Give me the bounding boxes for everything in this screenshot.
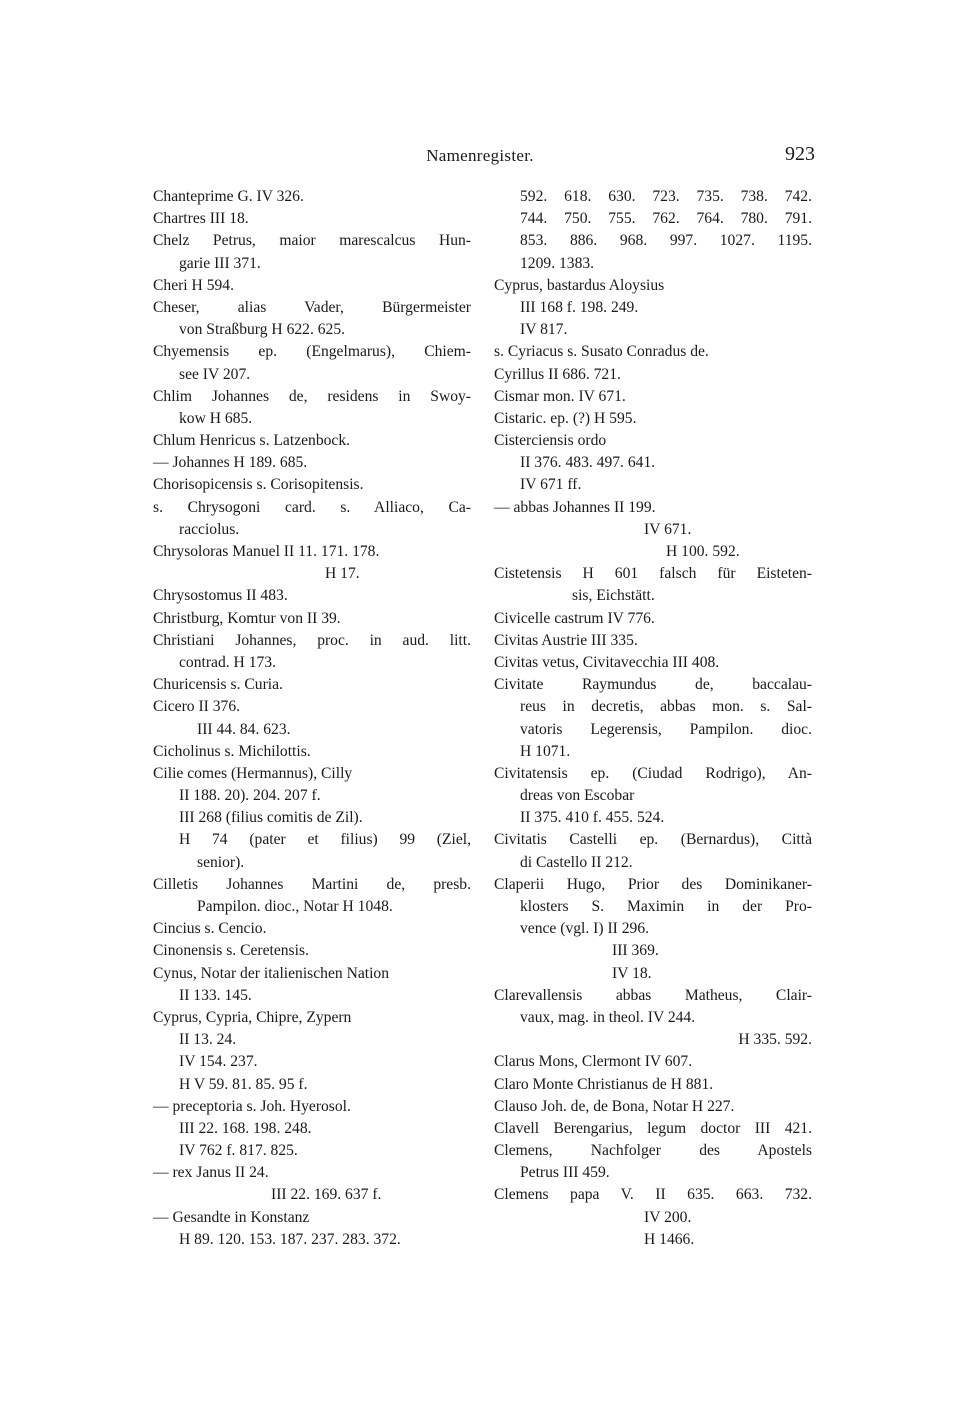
index-entry-line: 1209. 1383. bbox=[520, 254, 595, 272]
index-entry-line: s. Chrysogoni card. s. Alliaco, Ca- bbox=[153, 498, 471, 516]
index-entry-line: H 100. 592. bbox=[666, 543, 740, 560]
index-entry-line: II 375. 410 f. 455. 524. bbox=[520, 809, 665, 827]
index-entry-line: III 22. 169. 637 f. bbox=[271, 1186, 382, 1204]
index-entry-line: Chrysoloras Manuel II 11. 171. 178. bbox=[153, 543, 380, 560]
index-entry-line: dreas von Escobar bbox=[520, 787, 635, 805]
index-entry-line: Cincius s. Cencio. bbox=[153, 920, 267, 938]
index-entry-line: Cicholinus s. Michilottis. bbox=[153, 742, 311, 760]
index-entry-line: sis, Eichstätt. bbox=[572, 587, 655, 605]
index-entry-line: II 13. 24. bbox=[179, 1031, 237, 1049]
index-entry-line: Cilie comes (Hermannus), Cilly bbox=[153, 764, 353, 782]
index-entry-line: IV 18. bbox=[612, 964, 652, 982]
index-entry-line: vaux, mag. in theol. IV 244. bbox=[520, 1008, 696, 1026]
index-entry-line: Clarevallensis abbas Matheus, Clair- bbox=[494, 986, 812, 1004]
index-entry-line: Christiani Johannes, proc. in aud. litt. bbox=[153, 631, 471, 649]
index-entry-line: — Johannes H 189. 685. bbox=[153, 454, 308, 472]
index-entry-line: Cicero II 376. bbox=[153, 698, 241, 716]
index-entry-line: H V 59. 81. 85. 95 f. bbox=[179, 1075, 308, 1093]
index-entry-line: Cheser, alias Vader, Bürgermeister bbox=[153, 298, 471, 316]
index-entry-line: Clavell Berengarius, legum doctor III 421. bbox=[494, 1119, 812, 1137]
index-entry-line: Chanteprime G. IV 326. bbox=[153, 188, 304, 205]
index-entry-line: III 44. 84. 623. bbox=[197, 720, 291, 738]
index-entry-line: IV 671 ff. bbox=[520, 476, 582, 494]
index-entry-line: 592. 618. 630. 723. 735. 738. 742. bbox=[520, 188, 812, 205]
index-entry-line: Chlum Henricus s. Latzenbock. bbox=[153, 432, 351, 450]
index-entry-line: H 335. 592. bbox=[738, 1031, 812, 1049]
index-entry-line: 744. 750. 755. 762. 764. 780. 791. bbox=[520, 210, 812, 228]
index-entry-line: — Gesandte in Konstanz bbox=[153, 1208, 310, 1226]
index-entry-line: Cisterciensis ordo bbox=[494, 432, 607, 450]
index-entry-line: Claperii Hugo, Prior des Dominikaner- bbox=[494, 875, 812, 893]
index-entry-line: contrad. H 173. bbox=[179, 653, 277, 671]
index-entry-line: III 268 (filius comitis de Zil). bbox=[179, 809, 363, 827]
index-entry-line: Clauso Joh. de, de Bona, Notar H 227. bbox=[494, 1097, 735, 1115]
index-entry-line: II 376. 483. 497. 641. bbox=[520, 454, 656, 472]
index-entry-line: H 17. bbox=[325, 565, 360, 583]
index-entry-line: Chartres III 18. bbox=[153, 210, 249, 228]
index-entry-line: senior). bbox=[197, 853, 245, 871]
right-column bbox=[494, 186, 812, 1251]
index-entry-line: reus in decretis, abbas mon. s. Sal- bbox=[520, 698, 812, 716]
index-entry-line: — preceptoria s. Joh. Hyerosol. bbox=[153, 1097, 351, 1115]
index-entry-line: Chyemensis ep. (Engelmarus), Chiem- bbox=[153, 343, 471, 361]
index-entry-line: Civitatensis ep. (Ciudad Rodrigo), An- bbox=[494, 764, 812, 782]
index-entry-line: Christburg, Komtur von II 39. bbox=[153, 609, 341, 627]
index-entry-line: IV 200. bbox=[644, 1208, 692, 1226]
index-entry-line: III 369. bbox=[612, 942, 659, 960]
index-entry-line: Cinonensis s. Ceretensis. bbox=[153, 942, 309, 960]
index-entry-line: Claro Monte Christianus de H 881. bbox=[494, 1075, 714, 1093]
index-entry-line: s. Cyriacus s. Susato Conradus de. bbox=[494, 343, 709, 361]
index-entry-line: Cistaric. ep. (?) H 595. bbox=[494, 409, 637, 427]
index-entry-line: Chrysostomus II 483. bbox=[153, 587, 288, 605]
index-entry-line: II 133. 145. bbox=[179, 986, 252, 1004]
index-entry-line: H 1071. bbox=[520, 742, 571, 760]
index-entry-line: 853. 886. 968. 997. 1027. 1195. bbox=[520, 232, 812, 250]
index-entry-line: Clarus Mons, Clermont IV 607. bbox=[494, 1053, 693, 1071]
index-entry-line: Cilletis Johannes Martini de, presb. bbox=[153, 875, 471, 893]
index-entry-line: Chelz Petrus, maior marescalcus Hun- bbox=[153, 232, 471, 250]
index-entry-line: Cistetensis H 601 falsch für Eisteten- bbox=[494, 565, 812, 583]
index-entry-line: H 74 (pater et filius) 99 (Ziel, bbox=[179, 831, 471, 849]
index-entry-line: Clemens papa V. II 635. 663. 732. bbox=[494, 1186, 812, 1204]
index-entry-line: — rex Janus II 24. bbox=[153, 1164, 269, 1182]
index-entry-line: III 22. 168. 198. 248. bbox=[179, 1119, 312, 1137]
index-entry-line: vatoris Legerensis, Pampilon. dioc. bbox=[520, 720, 812, 738]
index-entry-line: von Straßburg H 622. 625. bbox=[179, 321, 346, 339]
index-entry-line: — abbas Johannes II 199. bbox=[494, 498, 656, 516]
index-entry-line: garie III 371. bbox=[179, 254, 261, 272]
index-entry-line: IV 671. bbox=[644, 520, 692, 538]
index-entry-line: Cheri H 594. bbox=[153, 276, 234, 294]
index-entry-line: Cyprus, bastardus Aloysius bbox=[494, 276, 665, 294]
page-number: 923 bbox=[785, 143, 815, 165]
index-entry-line: vence (vgl. I) II 296. bbox=[520, 920, 650, 938]
index-entry-line: see IV 207. bbox=[179, 365, 251, 383]
index-entry-line: racciolus. bbox=[179, 520, 240, 538]
index-entry-line: klosters S. Maximin in der Pro- bbox=[520, 898, 812, 915]
index-entry-line: Civicelle castrum IV 776. bbox=[494, 609, 655, 627]
index-entry-line: Civitate Raymundus de, baccalau- bbox=[494, 676, 812, 694]
index-entry-line: Civitas vetus, Civitavecchia III 408. bbox=[494, 653, 720, 671]
index-entry-line: IV 154. 237. bbox=[179, 1053, 258, 1071]
index-entry-line: IV 817. bbox=[520, 321, 568, 339]
index-entry-line: Civitas Austrie III 335. bbox=[494, 631, 638, 649]
index-entry-line: Cynus, Notar der italienischen Nation bbox=[153, 964, 390, 982]
index-entry-line: Cismar mon. IV 671. bbox=[494, 387, 626, 405]
index-entry-line: II 188. 20). 204. 207 f. bbox=[179, 787, 321, 805]
index-entry-line: Civitatis Castelli ep. (Bernardus), Città bbox=[494, 831, 812, 849]
index-entry-line: Chlim Johannes de, residens in Swoy- bbox=[153, 387, 471, 405]
index-entry-line: Chorisopicensis s. Corisopitensis. bbox=[153, 476, 364, 494]
running-header: Namenregister. bbox=[426, 146, 534, 165]
index-entry-line: kow H 685. bbox=[179, 409, 253, 427]
index-entry-line: Pampilon. dioc., Notar H 1048. bbox=[197, 898, 393, 915]
index-entry-line: H 89. 120. 153. 187. 237. 283. 372. bbox=[179, 1230, 401, 1248]
index-entry-line: III 168 f. 198. 249. bbox=[520, 298, 639, 316]
index-entry-line: Churicensis s. Curia. bbox=[153, 676, 283, 694]
index-entry-line: Cyprus, Cypria, Chipre, Zypern bbox=[153, 1008, 352, 1026]
index-entry-line: IV 762 f. 817. 825. bbox=[179, 1142, 298, 1160]
left-column bbox=[153, 186, 471, 1251]
index-entry-line: di Castello II 212. bbox=[520, 853, 633, 871]
index-entry-line: Cyrillus II 686. 721. bbox=[494, 365, 621, 383]
index-entry-line: Clemens, Nachfolger des Apostels bbox=[494, 1142, 812, 1160]
index-entry-line: Petrus III 459. bbox=[520, 1164, 610, 1182]
index-entry-line: H 1466. bbox=[644, 1230, 695, 1248]
